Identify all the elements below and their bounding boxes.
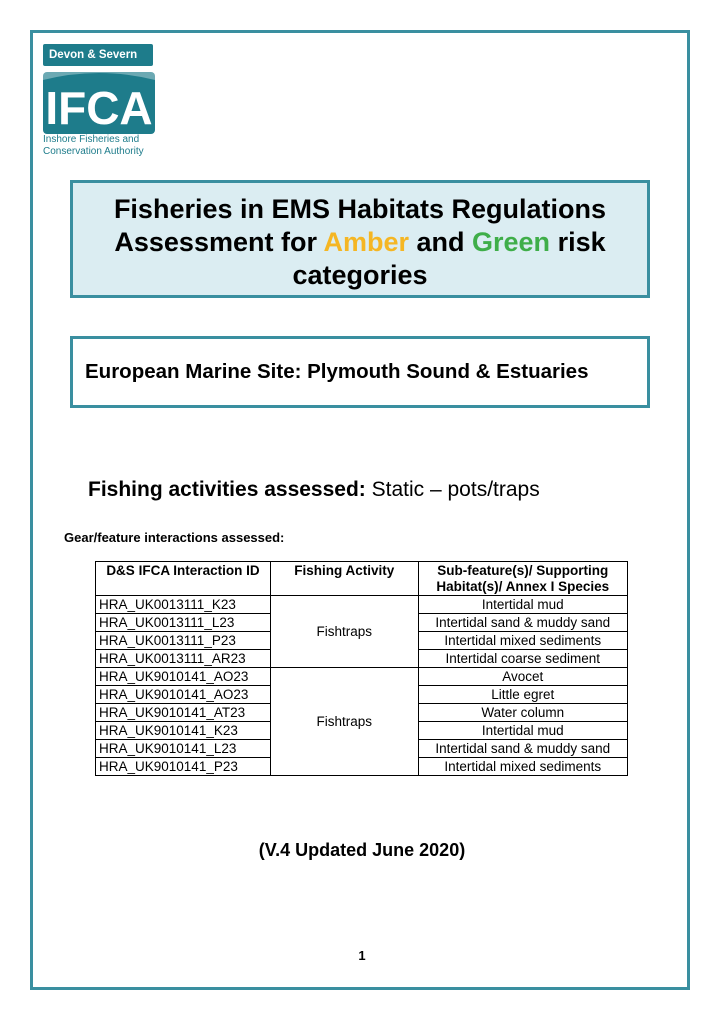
logo-subtitle-line: Inshore Fisheries and <box>43 134 140 145</box>
logo-mark <box>43 72 155 134</box>
interaction-id: HRA_UK0013111_AR23 <box>96 650 271 668</box>
logo-subtitle <box>43 134 161 158</box>
ifca-logo <box>43 44 161 162</box>
document-title <box>70 180 650 298</box>
interaction-id: HRA_UK9010141_AO23 <box>96 668 271 686</box>
sub-feature: Intertidal coarse sediment <box>418 650 627 668</box>
interaction-id: HRA_UK9010141_L23 <box>96 740 271 758</box>
sub-feature: Intertidal mixed sediments <box>418 758 627 776</box>
title-green: Green <box>472 227 551 257</box>
sub-feature: Intertidal sand & muddy sand <box>418 614 627 632</box>
interactions-table <box>95 561 628 776</box>
interaction-id: HRA_UK9010141_K23 <box>96 722 271 740</box>
sub-feature: Water column <box>418 704 627 722</box>
interaction-id: HRA_UK0013111_P23 <box>96 632 271 650</box>
fishing-activity: Fishtraps <box>270 668 418 776</box>
interaction-id: HRA_UK9010141_AT23 <box>96 704 271 722</box>
title-amber: Amber <box>323 227 409 257</box>
interaction-id: HRA_UK9010141_P23 <box>96 758 271 776</box>
logo-subtitle-line: Conservation Authority <box>43 146 144 157</box>
table-row <box>96 596 628 614</box>
sub-feature: Intertidal mud <box>418 596 627 614</box>
site-text: European Marine Site: Plymouth Sound & Estuaries <box>85 360 589 383</box>
title-part1: Fisheries in EMS Habitats Regulations Assessment for <box>113 194 607 257</box>
site-box <box>70 336 650 408</box>
version-note: (V.4 Updated June 2020) <box>258 840 466 860</box>
activities-line <box>88 478 540 502</box>
sub-feature: Intertidal mixed sediments <box>418 632 627 650</box>
fishing-activity: Fishtraps <box>270 596 418 668</box>
activities-value: Static – pots/traps <box>365 478 540 501</box>
header-fishing-activity: Fishing Activity <box>270 562 418 596</box>
sub-feature: Intertidal mud <box>418 722 627 740</box>
interaction-id: HRA_UK0013111_L23 <box>96 614 271 632</box>
gear-label: Gear/feature interactions assessed: <box>64 530 285 545</box>
table-row <box>96 668 628 686</box>
title-part2: and <box>409 227 473 257</box>
logo-mark-text: IFCA <box>45 82 153 134</box>
interaction-id: HRA_UK9010141_AO23 <box>96 686 271 704</box>
sub-feature: Avocet <box>418 668 627 686</box>
activities-label: Fishing activities assessed: <box>88 478 366 501</box>
title-part3: risk categories <box>292 227 606 290</box>
logo-banner: Devon & Severn <box>43 44 153 66</box>
header-sub-feature: Sub-feature(s)/ Supporting Habitat(s)/ Annex I Species <box>418 562 627 596</box>
header-interaction-id: D&S IFCA Interaction ID <box>96 562 271 596</box>
table-header-row <box>96 562 628 596</box>
page-number: 1 <box>358 948 366 963</box>
interaction-id: HRA_UK0013111_K23 <box>96 596 271 614</box>
sub-feature: Intertidal sand & muddy sand <box>418 740 627 758</box>
sub-feature: Little egret <box>418 686 627 704</box>
